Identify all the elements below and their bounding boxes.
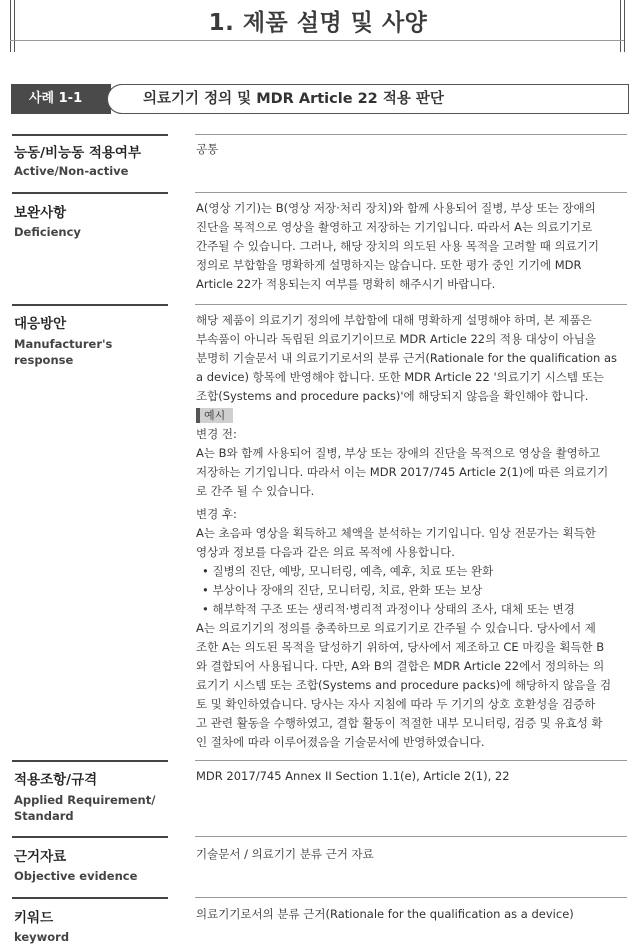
deficiency-line: 정의로 부합함을 명확하게 설명하지는 않습니다. 또한 평가 중인 기기에 MDR: [196, 258, 582, 272]
evidence-text: 기술문서 / 의료기기 분류 근거 자료: [196, 847, 374, 861]
section-divider-deficiency: [12, 192, 168, 194]
response-label-ko: 대응방안: [14, 316, 67, 332]
section-rule-response: [195, 304, 627, 305]
after-line: A는 초음파 영상을 획득하고 체액을 분석하는 기기입니다. 임상 전문가는 획득한: [196, 526, 596, 540]
after-line: 영상과 정보를 다음과 같은 의료 목적에 사용합니다.: [196, 545, 455, 559]
closing-line: 토 및 확인하였습니다. 당사는 자사 지침에 따라 두 기기의 상호 호환성을 검증하: [196, 697, 596, 711]
before-label: 변경 전:: [196, 427, 237, 441]
case-title-curve: [107, 84, 129, 114]
active-label-ko: 능동/비능동 적용여부: [14, 145, 141, 161]
case-tag: 사례 1-1: [11, 84, 111, 114]
evidence-label-en: Objective evidence: [14, 869, 138, 883]
section-rule-active: [195, 134, 627, 135]
section-divider-requirement: [12, 760, 168, 762]
deficiency-line: 간주될 수 있습니다. 그러나, 해당 장치의 의도된 사용 목적을 고려할 때 의료기기: [196, 239, 600, 253]
response-line: 해당 제품이 의료기기 정의에 부합함에 대해 명확하게 설명해야 하며, 본 제품은: [196, 313, 592, 327]
response-line: 부속품이 아니라 독립된 의료기기이므로 MDR Article 22의 적용 대상이 아님을: [196, 332, 597, 346]
section-rule-requirement: [195, 760, 627, 761]
response-line: a device) 항목에 반영해야 합니다. 또한 MDR Article 22 '의료기기 시스템 또는: [196, 370, 604, 384]
keyword-label-en: keyword: [14, 930, 70, 944]
active-text: 공통: [196, 142, 219, 156]
active-label-en: Active/Non-active: [14, 164, 129, 178]
deficiency-line: Article 22가 적용되는지 여부를 명확히 해주시기 바랍니다.: [196, 277, 496, 291]
section-divider-active: [12, 134, 168, 136]
keyword-label-ko: 키워드: [14, 910, 54, 926]
closing-line: 료기기 시스템 또는 조합(Systems and procedure packs)에 해당하지 않음을 검: [196, 678, 612, 692]
after-label: 변경 후:: [196, 507, 237, 521]
requirement-label-ko: 적용조항/규격: [14, 772, 98, 788]
deficiency-line: A(영상 기기)는 B(영상 저장·처리 장치)와 함께 사용되어 질병, 부상 또는 장애의: [196, 201, 596, 215]
closing-line: 조한 A는 의도된 목적을 달성하기 위하여, 당사에서 제조하고 CE 마킹을 획득한 B: [196, 640, 605, 654]
before-line: 로 간주 될 수 있습니다.: [196, 484, 315, 498]
bullet-item: • 부상이나 장애의 진단, 모니터링, 치료, 완화 또는 보상: [202, 583, 483, 597]
case-title: 의료기기 정의 및 MDR Article 22 적용 판단: [143, 91, 444, 107]
closing-line: 와 결합되어 사용됩니다. 다만, A와 B의 결합은 MDR Article 22에서 정의하는 의: [196, 659, 605, 673]
evidence-label-ko: 근거자료: [14, 849, 67, 865]
response-line: 분명히 기술문서 내 의료기기로서의 분류 근거(Rationale for the qualification as: [196, 351, 617, 365]
before-line: 저장하는 기기입니다. 따라서 이는 MDR 2017/745 Article 2(1)에 따른 의료기기: [196, 465, 609, 479]
section-divider-keyword: [12, 897, 168, 899]
section-rule-deficiency: [195, 192, 627, 193]
section-divider-evidence: [12, 836, 168, 838]
bullet-item: • 해부학적 구조 또는 생리적·병리적 과정이나 상태의 조사, 대체 또는 변경: [202, 602, 575, 616]
section-divider-response: [12, 304, 168, 306]
deficiency-text: [196, 199, 628, 294]
requirement-text: MDR 2017/745 Annex II Section 1.1(e), Article 2(1), 22: [196, 769, 510, 783]
section-rule-keyword: [195, 897, 627, 898]
response-text: [196, 311, 628, 752]
title-divider: [10, 40, 624, 41]
bullet-item: • 질병의 진단, 예방, 모니터링, 예측, 예후, 치료 또는 완화: [202, 564, 494, 578]
deficiency-label-ko: 보완사항: [14, 205, 67, 221]
response-line: 조합(Systems and procedure packs)'에 해당되지 않음을 확인해야 합니다.: [196, 389, 589, 403]
keyword-text: 의료기기로서의 분류 근거(Rationale for the qualification as a device): [196, 907, 574, 921]
case-header: [11, 84, 629, 114]
closing-line: A는 의료기기의 정의를 충족하므로 의료기기로 간주될 수 있습니다. 당사에서 제: [196, 621, 596, 635]
deficiency-line: 진단을 목적으로 영상을 촬영하고 저장하는 기기입니다. 따라서 A는 의료기기로: [196, 220, 593, 234]
section-rule-evidence: [195, 836, 627, 837]
response-label-en: Manufacturer's response: [14, 337, 113, 367]
requirement-label-en: Applied Requirement/ Standard: [14, 793, 156, 823]
example-tag: 예시: [196, 408, 233, 423]
before-line: A는 B와 함께 사용되어 질병, 부상 또는 장애의 진단을 목적으로 영상을 촬영하고: [196, 446, 600, 460]
page-title: 1. 제품 설명 및 사양: [208, 10, 428, 36]
deficiency-label-en: Deficiency: [14, 225, 81, 239]
closing-line: 고 관련 활동을 수행하였고, 결합 활동이 적절한 내부 모니터링, 검증 및 유효성 확: [196, 716, 603, 730]
closing-line: 인 절차에 따라 이루어졌음을 기술문서에 반영하였습니다.: [196, 735, 485, 749]
